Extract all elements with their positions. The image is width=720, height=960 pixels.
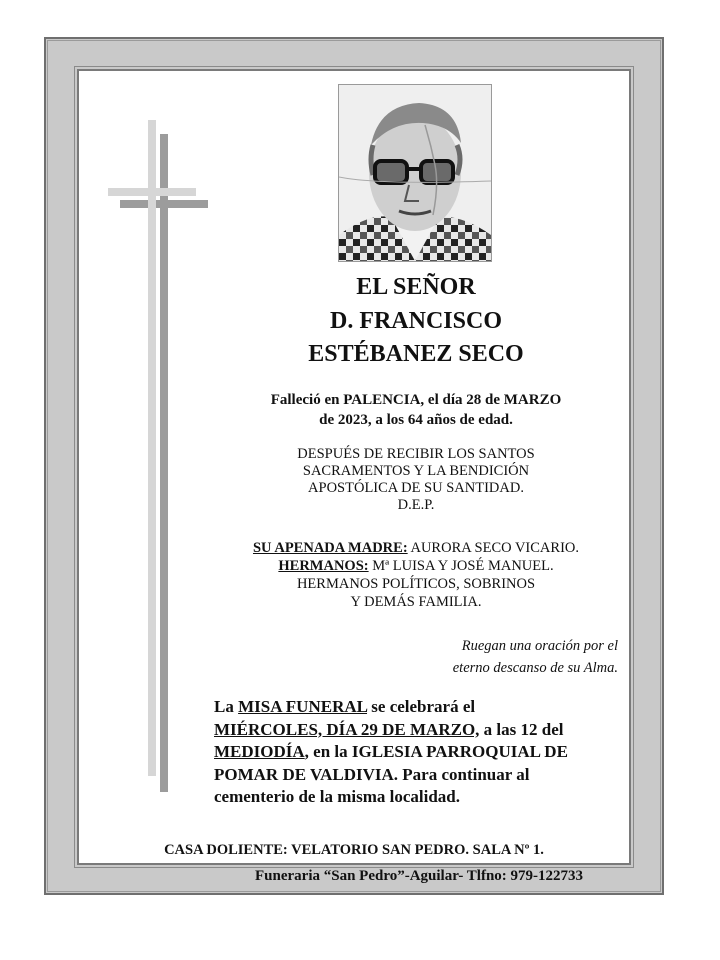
hermanos-label: HERMANOS:: [278, 558, 369, 574]
sacraments-line-4: D.E.P.: [397, 497, 435, 513]
misa-line-2: [214, 719, 614, 742]
prayer-line-1: Ruegan una oración por el: [461, 638, 618, 654]
misa-line-5: cementerio de la misma localidad.: [214, 787, 460, 806]
misa-text-3: a las 12 del: [479, 719, 564, 739]
family-madre: [214, 539, 618, 557]
sacraments-line-2: SACRAMENTOS Y LA BENDICIÓN: [302, 463, 530, 479]
prayer-line-2: eterno descanso de su Alma.: [452, 660, 618, 676]
misa-time: MEDIODÍA: [214, 742, 305, 761]
death-info: [226, 390, 606, 430]
sacraments-line-3: APOSTÓLICA DE SU SANTIDAD.: [308, 480, 524, 496]
funeraria-footer: Funeraria “San Pedro”-Aguilar- Tlfno: 979-122733: [255, 868, 584, 884]
misa-funeral-label: MISA FUNERAL: [238, 697, 368, 716]
madre-label: SU APENADA MADRE:: [252, 540, 408, 556]
sacraments-line-1: DESPUÉS DE RECIBIR LOS SANTOS: [297, 446, 535, 462]
title-line-3: ESTÉBANEZ SECO: [308, 341, 524, 367]
death-line-2: de 2023, a los 64 años de edad.: [319, 412, 513, 428]
funeral-mass-block: [214, 696, 614, 809]
family-line-3: HERMANOS POLÍTICOS, SOBRINOS: [296, 576, 536, 592]
sacraments-block: [236, 446, 596, 514]
misa-text-2: se celebrará el: [367, 697, 476, 716]
title-line-1: EL SEÑOR: [356, 274, 476, 300]
family-hermanos: [214, 557, 618, 575]
misa-text-1: La: [214, 697, 239, 716]
portrait-photo: [338, 84, 492, 262]
misa-date: MIÉRCOLES, DÍA 29 DE MARZO,: [214, 719, 480, 739]
family-block: [214, 539, 618, 611]
madre-value: AURORA SECO VICARIO.: [407, 540, 580, 556]
casa-doliente: CASA DOLIENTE: VELATORIO SAN PEDRO. SALA Nº 1.: [164, 842, 544, 858]
family-line-4: Y DEMÁS FAMILIA.: [350, 594, 482, 610]
misa-line-3: [214, 741, 614, 764]
misa-text-4: , en la IGLESIA PARROQUIAL DE: [304, 742, 568, 761]
person-portrait-icon: [339, 85, 491, 261]
misa-line-1: [214, 696, 614, 719]
prayer-block: [400, 635, 618, 679]
death-line-1: Falleció en PALENCIA, el día 28 de MARZO: [270, 392, 562, 408]
misa-line-4: POMAR DE VALDIVIA. Para continuar al: [214, 764, 530, 784]
title-line-2: D. FRANCISCO: [329, 308, 502, 334]
hermanos-value: Mª LUISA Y JOSÉ MANUEL.: [368, 558, 554, 574]
